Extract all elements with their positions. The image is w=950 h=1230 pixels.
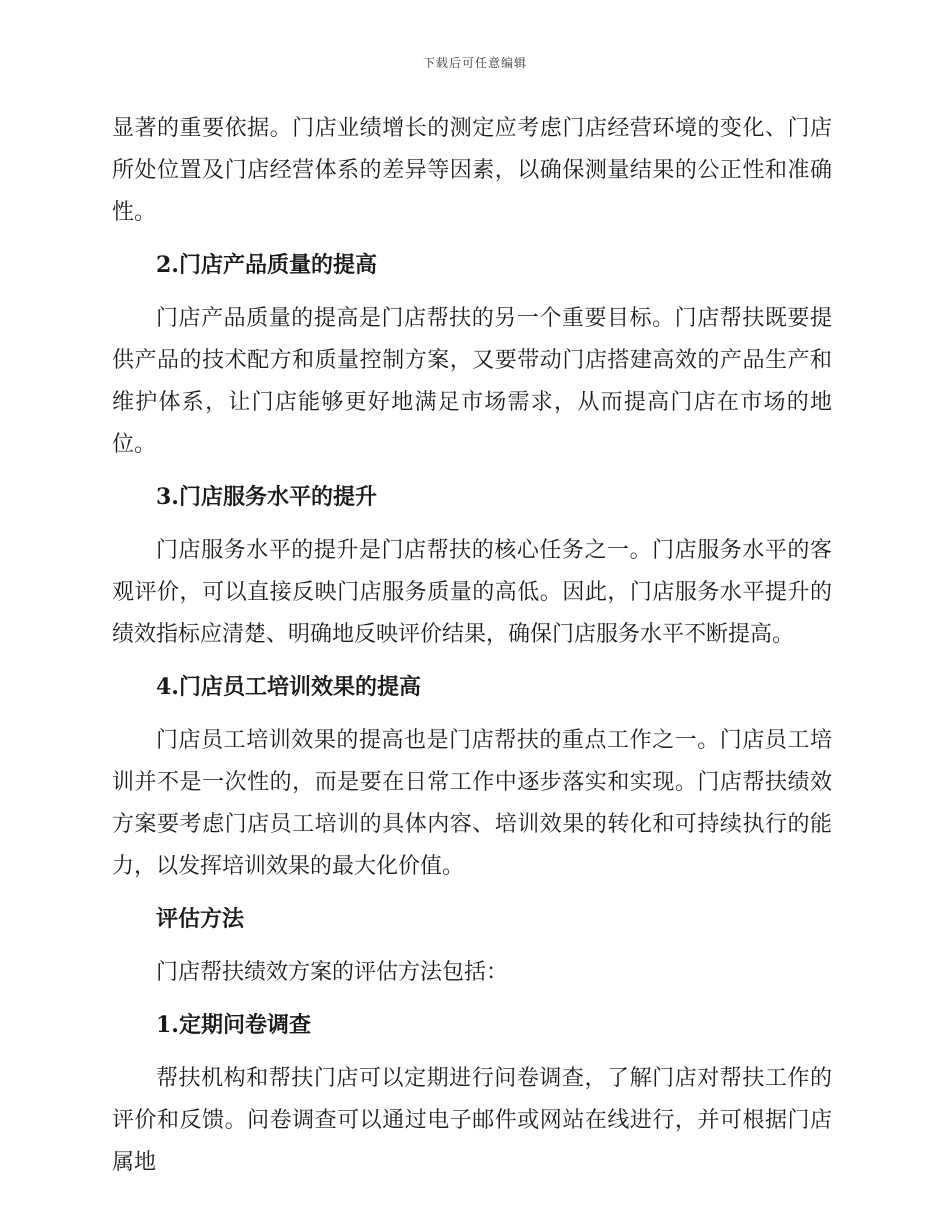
section-heading-evaluation-methods: 评估方法 [156,906,245,932]
section-heading-staff-training: 4.门店员工培训效果的提高 [156,674,421,700]
section-heading-service-level: 3.门店服务水平的提升 [156,484,377,510]
paragraph-staff-training: 门店员工培训效果的提高也是门店帮扶的重点工作之一。门店员工培训并不是一次性的，而是要在日常工作中逐步落实和实现。门店帮扶绩效方案要考虑门店员工培训的具体内容、培训效果的转化和可持续执行的能力，以发挥培训效果的最大化价值。 [112,728,832,879]
document-body [112,108,832,1184]
paragraph-product-quality: 门店产品质量的提高是门店帮扶的另一个重要目标。门店帮扶既要提供产品的技术配方和质量控制方案，又要带动门店搭建高效的产品生产和维护体系，让门店能够更好地满足市场需求，从而提高门店在市场的地位。 [112,306,832,457]
page-header: 下载后可任意编辑 [422,56,527,70]
paragraph-service-level: 门店服务水平的提升是门店帮扶的核心任务之一。门店服务水平的客观评价，可以直接反映门店服务质量的高低。因此，门店服务水平提升的绩效指标应清楚、明确地反映评价结果，确保门店服务水平不断提高。 [112,538,832,647]
section-heading-questionnaire: 1.定期问卷调查 [156,1012,311,1038]
paragraph-evaluation-intro: 门店帮扶绩效方案的评估方法包括： [156,960,509,985]
section-heading-product-quality: 2.门店产品质量的提高 [156,252,377,278]
paragraph-intro-continuation: 显著的重要依据。门店业绩增长的测定应考虑门店经营环境的变化、门店所处位置及门店经营体系的差异等因素，以确保测量结果的公正性和准确性。 [112,116,832,225]
paragraph-questionnaire: 帮扶机构和帮扶门店可以定期进行问卷调查，了解门店对帮扶工作的评价和反馈。问卷调查可以通过电子邮件或网站在线进行，并可根据门店属地 [112,1066,832,1175]
